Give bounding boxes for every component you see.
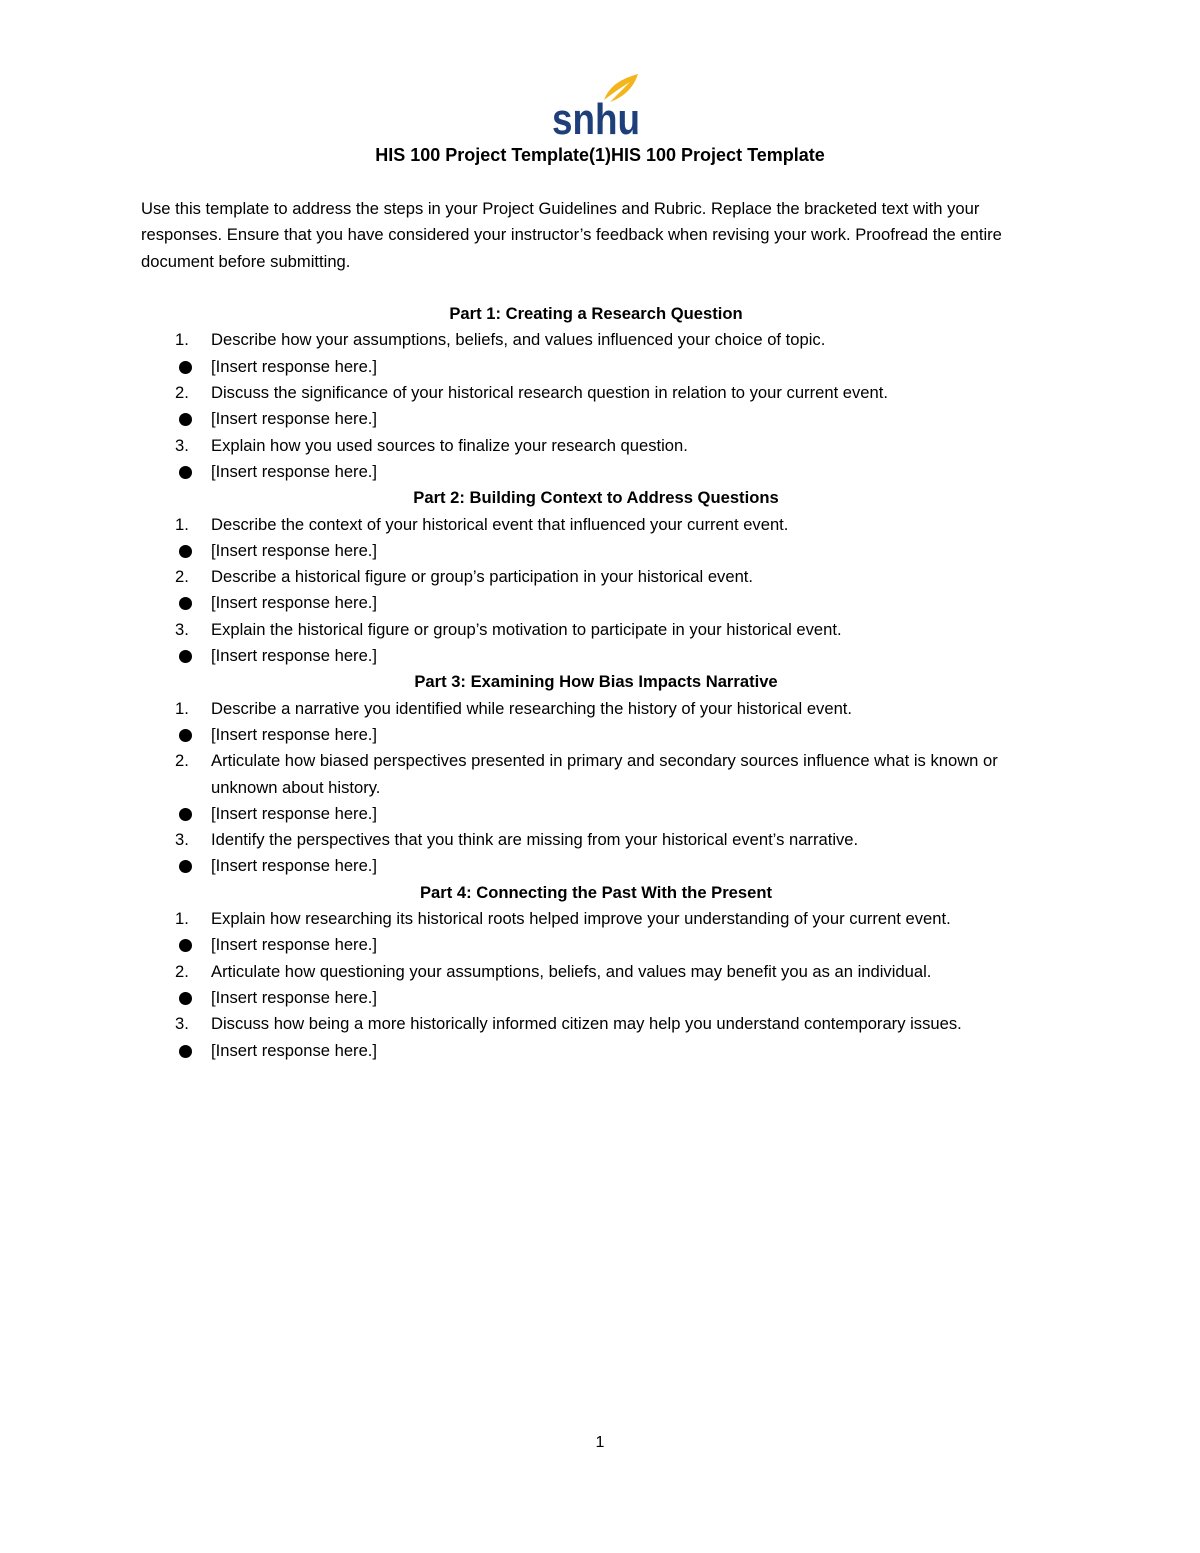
- response-item: [141, 538, 1051, 564]
- response-placeholder[interactable]: [Insert response here.]: [211, 593, 378, 613]
- parts-container: [141, 301, 1051, 1064]
- question-item: [141, 827, 1051, 853]
- bullet-icon: [179, 466, 192, 479]
- question-text: Describe a historical figure or group’s participation in your historical event.: [211, 567, 754, 587]
- item-number: 2.: [175, 383, 189, 403]
- response-placeholder[interactable]: [Insert response here.]: [211, 724, 378, 744]
- item-number: 2.: [175, 751, 189, 771]
- question-text: Explain how you used sources to finalize your research question.: [211, 435, 688, 455]
- part-heading: Part 4: Connecting the Past With the Present: [419, 882, 773, 902]
- response-placeholder[interactable]: [Insert response here.]: [211, 461, 378, 481]
- question-item: [141, 748, 1051, 801]
- response-item: [141, 354, 1051, 380]
- bullet-icon: [179, 992, 192, 1005]
- part-heading: Part 2: Building Context to Address Questions: [413, 488, 779, 508]
- question-item: [141, 433, 1051, 459]
- question-item: [141, 327, 1051, 353]
- page-number: 1: [595, 1434, 605, 1451]
- item-number: 3.: [175, 1014, 189, 1034]
- response-item: [141, 590, 1051, 616]
- response-placeholder[interactable]: [Insert response here.]: [211, 356, 378, 376]
- item-number: 1.: [175, 330, 189, 350]
- document-body: [141, 196, 1051, 1064]
- response-placeholder[interactable]: [Insert response here.]: [211, 987, 378, 1007]
- response-item: [141, 406, 1051, 432]
- item-number: 3.: [175, 435, 189, 455]
- question-text: Describe a narrative you identified while researching the history of your historical event.: [211, 698, 853, 718]
- bullet-icon: [179, 597, 192, 610]
- bullet-icon: [179, 729, 192, 742]
- response-placeholder[interactable]: [Insert response here.]: [211, 803, 378, 823]
- item-number: 3.: [175, 830, 189, 850]
- response-placeholder[interactable]: [Insert response here.]: [211, 409, 378, 429]
- question-item: [141, 1011, 1051, 1037]
- bullet-icon: [179, 939, 192, 952]
- item-number: 1.: [175, 909, 189, 929]
- item-number: 3.: [175, 619, 189, 639]
- item-number: 2.: [175, 567, 189, 587]
- bullet-icon: [179, 650, 192, 663]
- item-number: 2.: [175, 961, 189, 981]
- question-text: Discuss the significance of your historical research question in relation to your current event.: [211, 383, 888, 403]
- bullet-icon: [179, 1045, 192, 1058]
- response-item: [141, 1038, 1051, 1064]
- response-placeholder[interactable]: [Insert response here.]: [211, 856, 378, 876]
- intro-paragraph: Use this template to address the steps in your Project Guidelines and Rubric. Replace the bracketed text with your responses. Ensure that you have considered your instructor’s feedback when revising your work. Proofread the entire document before submitting.: [141, 199, 1002, 271]
- item-number: 1.: [175, 698, 189, 718]
- question-item: [141, 564, 1051, 590]
- question-text: Explain the historical figure or group’s motivation to participate in your historical event.: [211, 619, 842, 639]
- question-item: [141, 906, 1051, 932]
- question-item: [141, 696, 1051, 722]
- part-heading: Part 1: Creating a Research Question: [449, 304, 743, 324]
- response-placeholder[interactable]: [Insert response here.]: [211, 540, 378, 560]
- question-item: [141, 380, 1051, 406]
- question-text: Describe the context of your historical event that influenced your current event.: [211, 514, 789, 534]
- item-number: 1.: [175, 514, 189, 534]
- question-text: Describe how your assumptions, beliefs, and values influenced your choice of topic.: [211, 330, 826, 350]
- bullet-icon: [179, 361, 192, 374]
- response-item: [141, 932, 1051, 958]
- snhu-logo: [552, 72, 642, 144]
- question-item: [141, 959, 1051, 985]
- response-item: [141, 853, 1051, 879]
- response-item: [141, 801, 1051, 827]
- document-title: HIS 100 Project Template(1)HIS 100 Project Template: [375, 145, 825, 165]
- bullet-icon: [179, 545, 192, 558]
- question-text: Explain how researching its historical roots helped improve your understanding of your current event.: [211, 909, 951, 929]
- response-item: [141, 643, 1051, 669]
- question-text: Discuss how being a more historically informed citizen may help you understand contemporary issues.: [211, 1014, 962, 1034]
- svg-text:snhu: snhu: [552, 95, 640, 144]
- question-text: Articulate how questioning your assumptions, beliefs, and values may benefit you as an individual.: [211, 961, 932, 981]
- response-placeholder[interactable]: [Insert response here.]: [211, 935, 378, 955]
- bullet-icon: [179, 860, 192, 873]
- bullet-icon: [179, 413, 192, 426]
- question-item: [141, 617, 1051, 643]
- question-text: Identify the perspectives that you think are missing from your historical event’s narrative.: [211, 830, 859, 850]
- question-item: [141, 512, 1051, 538]
- part-heading: Part 3: Examining How Bias Impacts Narrative: [414, 672, 778, 692]
- response-placeholder[interactable]: [Insert response here.]: [211, 646, 378, 666]
- bullet-icon: [179, 808, 192, 821]
- response-item: [141, 985, 1051, 1011]
- response-placeholder[interactable]: [Insert response here.]: [211, 1040, 378, 1060]
- response-item: [141, 459, 1051, 485]
- response-item: [141, 722, 1051, 748]
- question-text: Articulate how biased perspectives presented in primary and secondary sources influence what is known or unknown about history.: [211, 751, 998, 797]
